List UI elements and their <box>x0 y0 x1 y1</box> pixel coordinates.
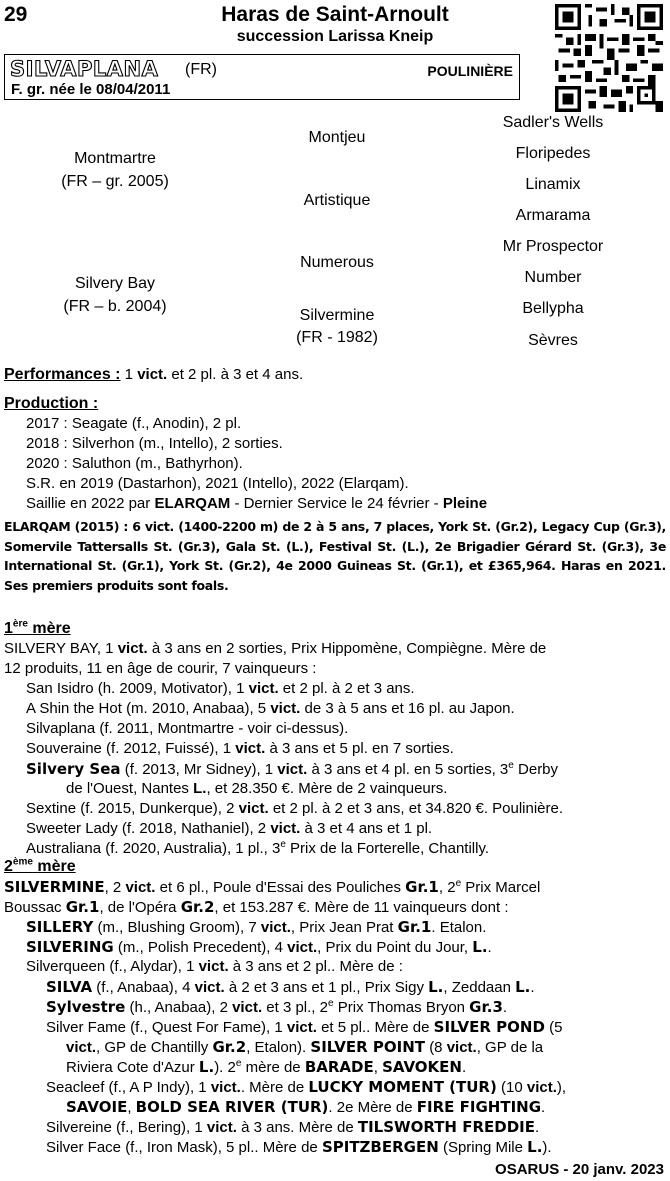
production-title: Production : <box>4 395 99 412</box>
pedigree-dam: Silvery Bay <box>74 275 156 292</box>
second-dam-line: Boussac Gr.1, de l'Opéra Gr.2, et 153.287 €. Mère de 11 vainqueurs dont : <box>4 898 509 916</box>
produce-line: Seacleef (f., A P Indy), 1 vict.. Mère de LUCKY MOMENT (TUR) (10 vict.), <box>46 1078 567 1096</box>
first-dam-intro-2: 12 produits, 11 en âge de courir, 7 vainqueurs : <box>4 660 317 677</box>
owner-name: succession Larissa Kneip <box>236 28 434 45</box>
qr-code[interactable] <box>555 4 663 112</box>
produce-line: SILVERING (m., Polish Precedent), 4 vict., Prix du Point du Jour, L.. <box>26 938 492 956</box>
saillie-line: Saillie en 2022 par ELARQAM - Dernier Service le 24 février - Pleine <box>26 495 488 512</box>
lot-number: 29 <box>4 3 28 26</box>
produce-line-cont: SAVOIE, BOLD SEA RIVER (TUR). 2e Mère de FIRE FIGHTING. <box>66 1098 546 1116</box>
produce-line: Silvaplana (f. 2011, Montmartre - voir ci-dessus). <box>26 720 349 737</box>
produce-line: Souveraine (f. 2012, Fuissé), 1 vict. à 3 ans et 5 pl. en 7 sorties. <box>26 740 454 757</box>
produce-line: Sylvestre (h., Anabaa), 2 vict. et 3 pl., 2e Prix Thomas Bryon Gr.3. <box>46 998 508 1016</box>
first-dam-title: 1ère mère <box>4 618 71 637</box>
produce-line: Silvereine (f., Bering), 1 vict. à 3 ans. Mère de TILSWORTH FREDDIE. <box>46 1118 540 1136</box>
pedigree-gen3-8: Sèvres <box>528 332 578 349</box>
production-line: 2018 : Silverhon (m., Intello), 2 sorties. <box>26 435 283 452</box>
pedigree-gen3-3: Linamix <box>525 176 581 193</box>
production-line: 2020 : Saluthon (m., Bathyrhon). <box>26 455 243 472</box>
produce-line-cont: de l'Ouest, Nantes L., et 28.350 €. Mère de 2 vainqueurs. <box>66 780 448 797</box>
produce-line: San Isidro (h. 2009, Motivator), 1 vict. et 2 pl. à 2 et 3 ans. <box>26 680 415 697</box>
produce-line-cont: Riviera Cote d'Azur L.). 2e mère de BARADE, SAVOKEN. <box>66 1058 467 1076</box>
horse-identity-box <box>4 54 520 100</box>
produce-line: Silverqueen (f., Alydar), 1 vict. à 3 ans et 2 pl.. Mère de : <box>26 958 403 975</box>
first-dam-section <box>4 619 563 859</box>
produce-line: Australiana (f. 2020, Australia), 1 pl., 3e Prix de la Forterelle, Chantilly. <box>26 839 490 857</box>
pedigree-sire: Montmartre <box>74 150 156 167</box>
produce-line: SILVA (f., Anabaa), 4 vict. à 2 et 3 ans et 1 pl., Prix Sigy L., Zeddaan L.. <box>46 978 535 996</box>
produce-line: Silver Fame (f., Quest For Fame), 1 vict. et 5 pl.. Mère de SILVER POND (5 <box>46 1018 563 1036</box>
pedigree-gen3-4: Armarama <box>515 207 591 224</box>
pedigree-gen3-2: Floripedes <box>515 145 591 162</box>
pedigree-gen2-2: Artistique <box>303 192 371 209</box>
pedigree-gen2-4: Silvermine <box>299 307 375 324</box>
horse-type: POULINIÈRE <box>427 63 513 79</box>
first-dam-intro: SILVERY BAY, 1 vict. à 3 ans en 2 sorties, Prix Hippomène, Compiègne. Mère de <box>4 640 547 657</box>
pedigree-gen2-1: Montjeu <box>308 129 366 146</box>
pedigree-sire-info: (FR – gr. 2005) <box>61 173 169 190</box>
footer-credit: OSARUS - 20 janv. 2023 <box>495 1161 664 1178</box>
pedigree-gen3-5: Mr Prospector <box>502 238 604 255</box>
horse-description: F. gr. née le 08/04/2011 <box>11 81 171 98</box>
farm-name: Haras de Saint-Arnoult <box>221 3 449 26</box>
second-dam-line: SILVERMINE, 2 vict. et 6 pl., Poule d'Essai des Pouliches Gr.1, 2e Prix Marcel <box>4 878 541 896</box>
produce-line: SILLERY (m., Blushing Groom), 7 vict., Prix Jean Prat Gr.1. Etalon. <box>26 918 487 936</box>
second-dam-title: 2ème mère <box>4 856 76 875</box>
pedigree-dam-info: (FR – b. 2004) <box>63 298 167 315</box>
pedigree-gen3-6: Number <box>524 269 582 286</box>
pedigree-gen3-7: Bellypha <box>522 300 584 317</box>
horse-name: SILVAPLANA <box>10 57 159 81</box>
pedigree-gen2-3: Numerous <box>300 254 374 271</box>
produce-line: Silvery Sea (f. 2013, Mr Sidney), 1 vict. à 3 ans et 4 pl. en 5 sorties, 3e Derby <box>26 760 559 778</box>
performances-label: Performances : <box>4 366 121 383</box>
produce-line: Silver Face (f., Iron Mask), 5 pl.. Mère de SPITZBERGEN (Spring Mile L.). <box>46 1138 552 1156</box>
production-line: S.R. en 2019 (Dastarhon), 2021 (Intello), 2022 (Elarqam). <box>26 475 409 492</box>
produce-line-cont: vict., GP de Chantilly Gr.2, Etalon). SILVER POINT (8 vict., GP de la <box>66 1038 544 1056</box>
produce-line: Sweeter Lady (f. 2018, Nathaniel), 2 vict. à 3 et 4 ans et 1 pl. <box>26 820 433 837</box>
performances-line: Performances : 1 vict. et 2 pl. à 3 et 4 ans. <box>4 366 304 383</box>
covering-sire-note: ELARQAM (2015) : 6 vict. (1400-2200 m) de 2 à 5 ans, 7 places, York St. (Gr.2), Legacy Cup (Gr.3), Somervile Tattersalls St. (Gr.3), Gala St. (L.), Festival St. (L.), 2e Brigadier Gérard St. (Gr.3), 3e International St. (Gr.1), York St. (Gr.2), 4e 2000 Guineas St. (Gr.1), et £365,964. Haras en 2021. Ses premiers produits sont foals. <box>4 519 666 593</box>
production-line: 2017 : Seagate (f., Anodin), 2 pl. <box>26 415 242 432</box>
produce-line: Sextine (f. 2015, Dunkerque), 2 vict. et 2 pl. à 2 et 3 ans, et 34.820 €. Poulinière. <box>26 800 564 817</box>
pedigree-gen3-1: Sadler's Wells <box>502 114 604 131</box>
produce-line: A Shin the Hot (m. 2010, Anabaa), 5 vict. de 3 à 5 ans et 16 pl. au Japon. <box>26 700 515 717</box>
pedigree-gen2-4-info: (FR - 1982) <box>296 329 378 346</box>
horse-country: (FR) <box>185 61 217 78</box>
second-dam-section <box>4 857 566 1157</box>
performances-production <box>4 365 487 514</box>
